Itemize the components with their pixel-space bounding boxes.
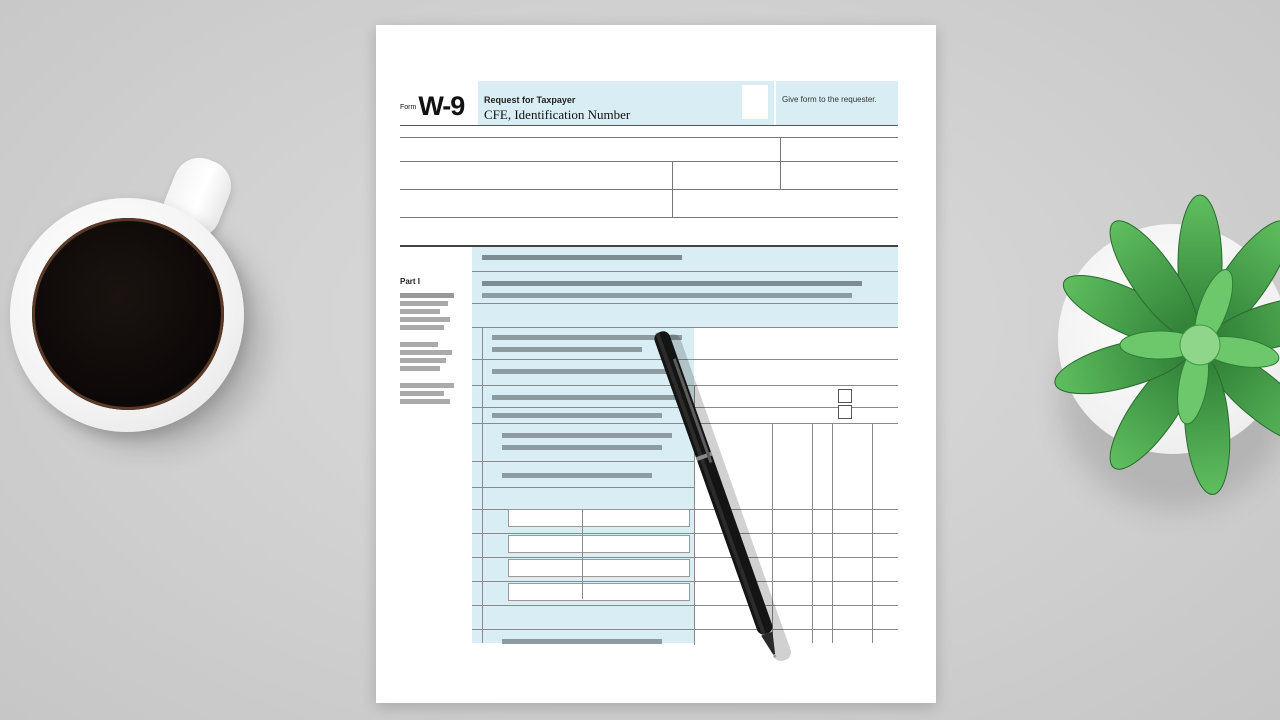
header-line-2: CFE, Identification Number bbox=[484, 107, 631, 122]
form-prefix: Form bbox=[400, 104, 417, 112]
header-line-1: Request for Taxpayer bbox=[484, 95, 576, 105]
paper-sheet bbox=[376, 25, 936, 703]
form-row-2 bbox=[400, 161, 898, 162]
row-divider bbox=[672, 161, 673, 189]
row-divider bbox=[780, 161, 781, 189]
form-title bbox=[400, 91, 464, 122]
form-row-1 bbox=[400, 137, 898, 138]
form-header bbox=[400, 81, 898, 126]
row-divider bbox=[672, 189, 673, 217]
w9-form bbox=[400, 81, 898, 646]
header-right-block bbox=[776, 81, 898, 125]
coffee-mug-icon bbox=[8, 150, 248, 440]
succulent-plant-icon bbox=[1040, 180, 1280, 500]
row-divider bbox=[780, 137, 781, 161]
coffee-surface bbox=[32, 218, 224, 410]
form-id: W-9 bbox=[418, 91, 465, 121]
tin-section bbox=[472, 247, 898, 647]
header-blank-box bbox=[742, 85, 768, 119]
form-row-3 bbox=[400, 189, 898, 190]
header-right-text: Give form to the requester. bbox=[782, 95, 877, 104]
side-notes bbox=[400, 293, 470, 407]
part-label: Part I bbox=[400, 277, 421, 286]
header-title-block bbox=[478, 81, 774, 125]
succulent-leaves bbox=[1040, 180, 1280, 510]
form-row-4 bbox=[400, 217, 898, 218]
